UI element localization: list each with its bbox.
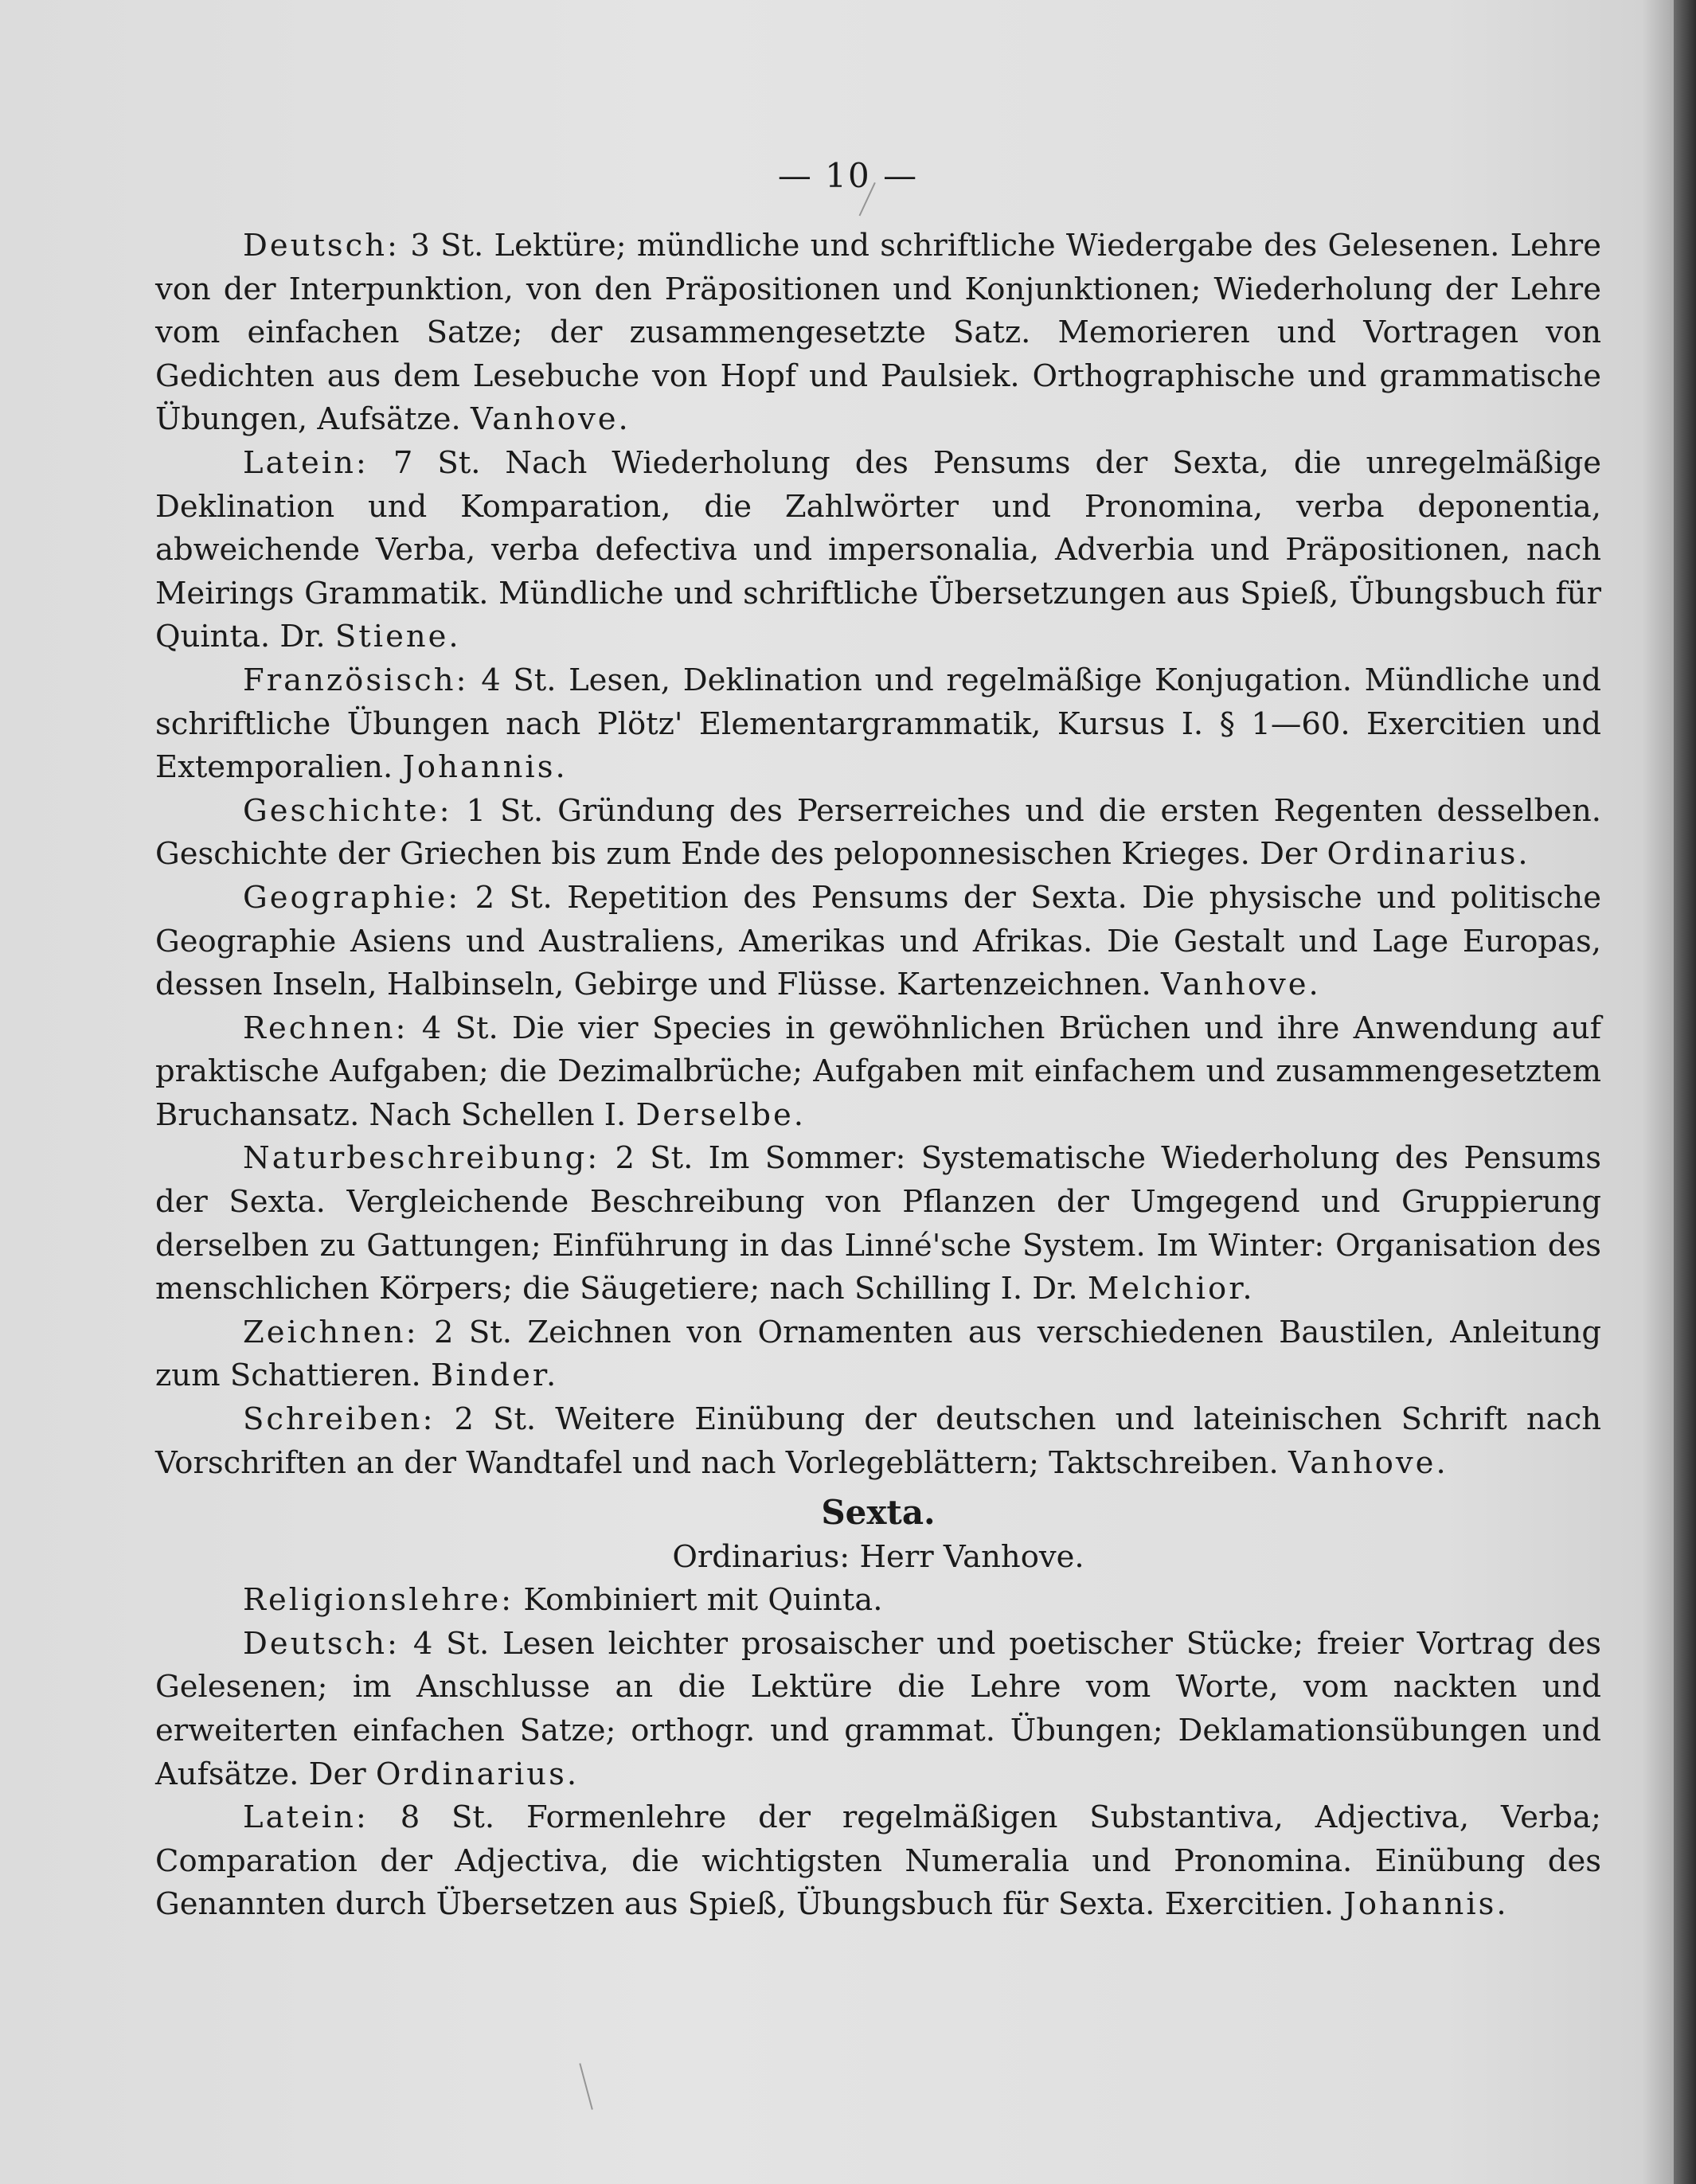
paragraph-quinta-zeichnen xyxy=(155,1311,1601,1398)
paragraph-text: 3 St. Lektüre; mündliche und schriftliche Wiedergabe des Gelesenen. Lehre von der Interpunktion, von den Präpositionen und Konjunktionen; Wiederholung der Lehre vom einfachen Satze; der zusammengesetzte Satz. Memorieren und Vortragen von Gedichten aus dem Lesebuche von Hopf und Paulsiek. Orthographische und grammatische Übungen, Aufsätze. xyxy=(155,228,1601,438)
paragraph-text: Kombiniert mit Quinta. xyxy=(523,1582,883,1619)
page-content xyxy=(155,225,1601,1927)
ink-speck xyxy=(579,2062,596,2110)
subject-heading: Schreiben: xyxy=(243,1401,436,1438)
subject-heading: Geographie: xyxy=(243,879,461,916)
teacher-name: Vanhove. xyxy=(1161,967,1321,1003)
page-shadow xyxy=(1642,0,1674,2184)
teacher-name: Ordinarius. xyxy=(1327,836,1530,873)
subject-heading: Deutsch: xyxy=(243,1625,401,1662)
paragraph-quinta-schreiben xyxy=(155,1398,1601,1485)
paragraph-quinta-latein xyxy=(155,442,1601,659)
teacher-name: Vanhove. xyxy=(470,401,631,438)
paragraph-quinta-deutsch xyxy=(155,225,1601,442)
section-ordinarius: Ordinarius: Herr Vanhove. xyxy=(672,1539,1084,1576)
paragraph-text: 7 St. Nach Wiederholung des Pensums der Sexta, die unregelmäßige Deklination und Komparation, die Zahlwörter und Pronomina, verba deponentia, abweichende Verba, verba defectiva und impersonalia, Adverbia und Präpositionen, nach Meirings Grammatik. Mündliche und schriftliche Übersetzungen aus Spieß, Übungsbuch für Quinta. Dr. xyxy=(155,444,1601,655)
subject-heading: Geschichte: xyxy=(243,792,452,829)
page-number: — 10 — xyxy=(777,156,919,195)
teacher-name: Johannis. xyxy=(402,749,568,786)
paragraph-text: 4 St. Lesen, Deklination und regelmäßige Konjugation. Mündliche und schriftliche Übungen nach Plötz' Elementargrammatik, Kursus I. § 1—60. Exercitien und Extemporalien. xyxy=(155,662,1601,786)
paragraph-text: 2 St. Repetition des Pensums der Sexta. Die physische und politische Geographie Asiens und Australiens, Amerikas und Afrikas. Die Gestalt und Lage Europas, dessen Inseln, Halbinseln, Gebirge und Flüsse. Kartenzeichnen. xyxy=(155,879,1601,1003)
paragraph-quinta-naturbeschreibung xyxy=(155,1137,1601,1311)
paragraph-quinta-rechnen xyxy=(155,1007,1601,1138)
paragraph-sexta-deutsch xyxy=(155,1623,1601,1796)
paragraph-sexta-latein xyxy=(155,1796,1601,1927)
paragraph-text: 2 St. Weitere Einübung der deutschen und lateinischen Schrift nach Vorschriften an der Wandtafel und nach Vorlegeblättern; Taktschreiben. xyxy=(155,1401,1601,1481)
teacher-name: Johannis. xyxy=(1343,1886,1509,1923)
paragraph-text: 2 St. Im Sommer: Systematische Wiederholung des Pensums der Sexta. Vergleichende Beschreibung von Pflanzen der Umgegend und Gruppierung derselben zu Gattungen; Einführung in das Linné'sche System. Im Winter: Organisation des menschlichen Körpers; die Säugetiere; nach Schilling I. Dr. xyxy=(155,1140,1601,1307)
subject-heading: Naturbeschreibung: xyxy=(243,1140,600,1177)
teacher-name: Derselbe. xyxy=(635,1096,807,1133)
paragraph-quinta-geographie xyxy=(155,877,1601,1007)
page-binding-edge xyxy=(1674,0,1696,2184)
section-title-sexta: Sexta. xyxy=(821,1493,936,1533)
paragraph-quinta-geschichte xyxy=(155,790,1601,877)
paragraph-text: 4 St. Die vier Species in gewöhnlichen Brüchen und ihre Anwendung auf praktische Aufgaben; die Dezimalbrüche; Aufgaben mit einfachem und zusammengesetztem Bruchansatz. Nach Schellen I. xyxy=(155,1010,1601,1133)
subject-heading: Französisch: xyxy=(243,662,469,698)
teacher-name: Binder. xyxy=(431,1358,559,1394)
paragraph-text: 2 St. Zeichnen von Ornamenten aus verschiedenen Baustilen, Anleitung zum Schattieren. xyxy=(155,1314,1601,1394)
subject-heading: Rechnen: xyxy=(243,1010,408,1046)
teacher-name: Ordinarius. xyxy=(375,1756,580,1792)
teacher-name: Stiene. xyxy=(334,619,461,655)
paragraph-quinta-franzoesisch xyxy=(155,659,1601,790)
subject-heading: Latein: xyxy=(243,444,369,481)
paragraph-text: 8 St. Formenlehre der regelmäßigen Substantiva, Adjectiva, Verba; Comparation der Adjectiva, die wichtigsten Numeralia und Pronomina. Einübung des Genannten durch Übersetzen aus Spieß, Übungsbuch für Sexta. Exercitien. xyxy=(155,1799,1601,1923)
paragraph-text: 4 St. Lesen leichter prosaischer und poetischer Stücke; freier Vortrag des Gelesenen; im Anschlusse an die Lektüre die Lehre vom Worte, vom nackten und erweiterten einfachen Satze; orthogr. und grammat. Übungen; Deklamationsübungen und Aufsätze. Der xyxy=(155,1625,1601,1792)
subject-heading: Deutsch: xyxy=(243,228,401,264)
teacher-name: Vanhove. xyxy=(1288,1444,1448,1481)
subject-heading: Latein: xyxy=(243,1799,369,1836)
paragraph-sexta-religionslehre xyxy=(155,1579,1601,1623)
subject-heading: Zeichnen: xyxy=(243,1314,419,1350)
paragraph-text: 1 St. Gründung des Perserreiches und die ersten Regenten desselben. Geschichte der Griechen bis zum Ende des peloponnesischen Krieges. Der xyxy=(155,792,1601,873)
subject-heading: Religionslehre: xyxy=(243,1582,514,1619)
teacher-name: Melchior. xyxy=(1087,1271,1255,1307)
